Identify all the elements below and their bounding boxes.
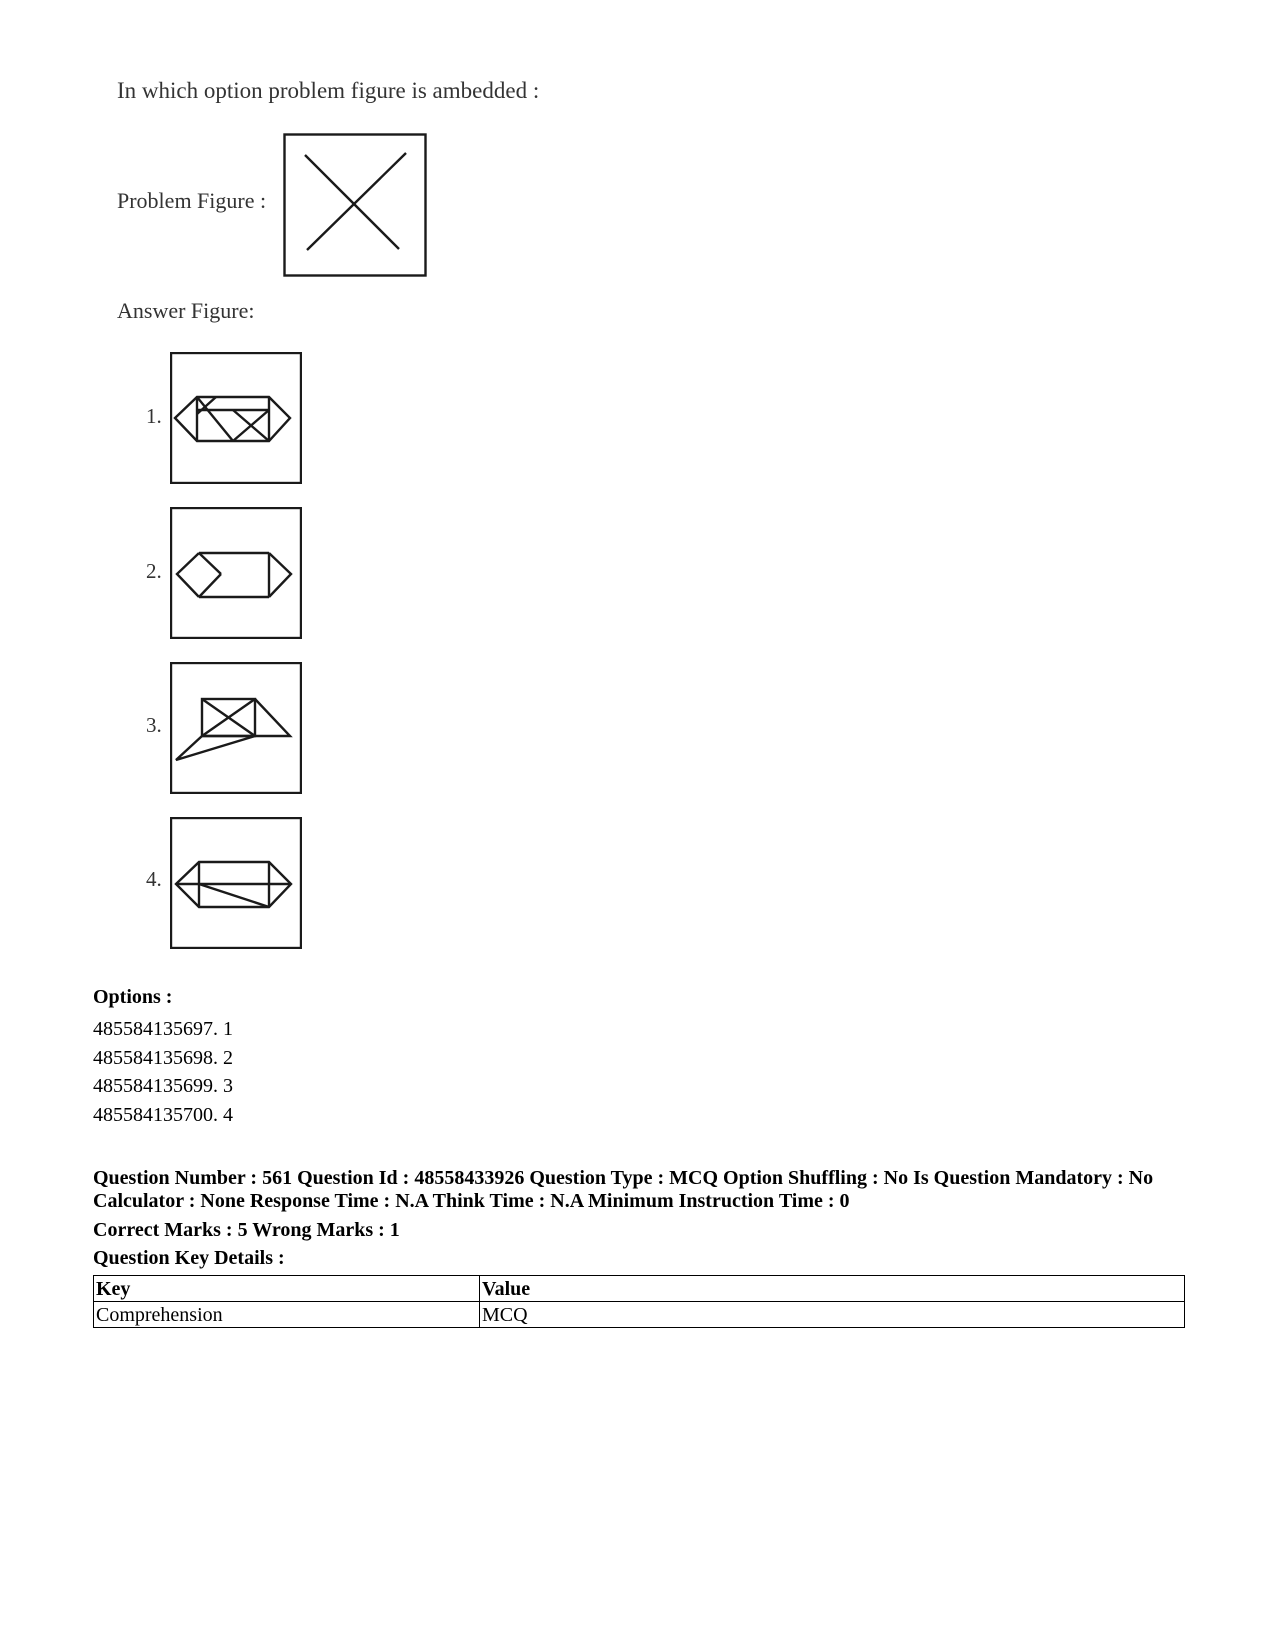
question-text: In which option problem figure is ambedded : xyxy=(117,78,540,103)
option-item: 485584135698. 2 xyxy=(93,1046,233,1069)
key-details-label: Question Key Details : xyxy=(93,1247,285,1269)
answer-figure-number-2: 2. xyxy=(146,559,162,583)
hexagon-diagonal-figure-icon xyxy=(170,817,302,949)
answer-figure-number-4: 4. xyxy=(146,867,162,891)
table-header-row xyxy=(94,1276,1185,1302)
problem-figure-x-icon xyxy=(283,133,427,277)
crossed-rect-triangle-figure-icon xyxy=(170,662,302,794)
problem-figure-label: Problem Figure : xyxy=(117,188,267,213)
table-header-key: Key xyxy=(94,1276,480,1302)
hexagon-partial-figure-icon xyxy=(170,507,302,639)
options-list xyxy=(93,1015,233,1129)
options-heading: Options : xyxy=(93,986,173,1008)
option-item: 485584135699. 3 xyxy=(93,1075,233,1097)
option-item: 485584135697. 1 xyxy=(93,1018,233,1040)
answer-figure-number-3: 3. xyxy=(146,713,162,737)
answer-figure-label: Answer Figure: xyxy=(117,298,255,323)
question-meta: Question Number : 561 Question Id : 48558433926 Question Type : MCQ Option Shuffling : No Is Question Mandatory : No Calculator : None Response Time : N.A Think Time : N.A Minimum Instruction Time : 0 xyxy=(93,1167,1154,1212)
answer-figure-number-1: 1. xyxy=(146,404,162,428)
table-cell-key: Comprehension xyxy=(94,1302,480,1328)
table-cell-value: MCQ xyxy=(480,1302,1185,1328)
marks-line: Correct Marks : 5 Wrong Marks : 1 xyxy=(93,1219,400,1241)
option-item: 485584135700. 4 xyxy=(93,1103,233,1126)
hexagon-double-cross-figure-icon xyxy=(170,352,302,484)
key-details-table xyxy=(93,1275,1185,1328)
table-header-value: Value xyxy=(480,1276,1185,1302)
table-row xyxy=(94,1302,1185,1328)
